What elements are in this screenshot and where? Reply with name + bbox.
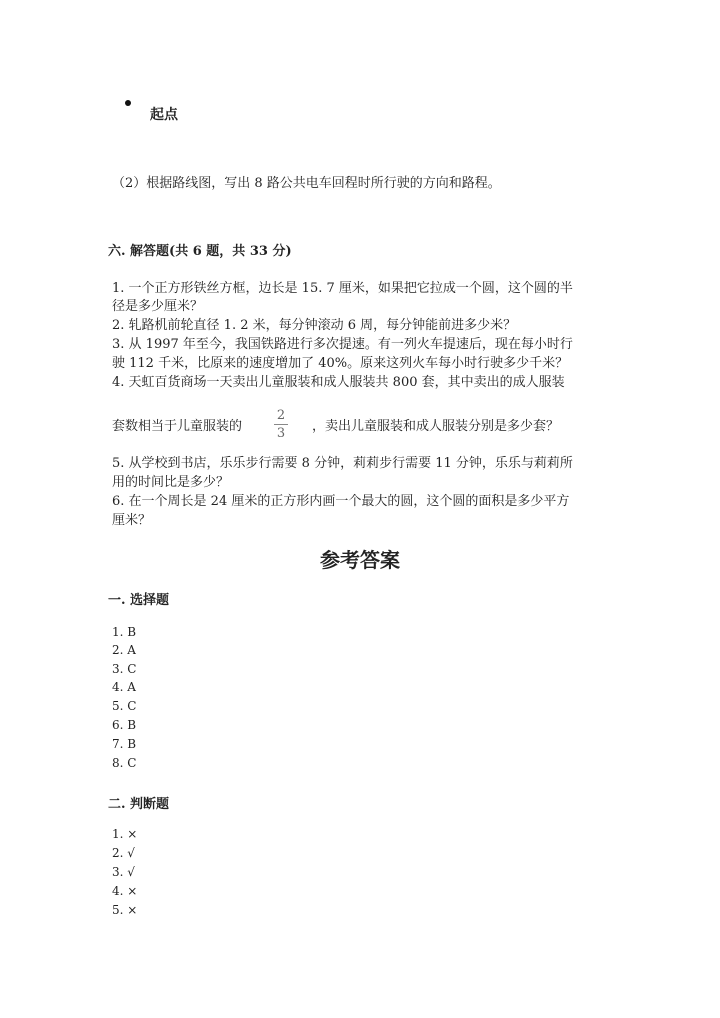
answer-item: 3. C <box>112 662 137 676</box>
answer-item: 8. C <box>112 756 137 770</box>
answer-item: 3. √ <box>112 865 135 879</box>
answer-item: 1. × <box>112 827 138 841</box>
problem-line: 厘米？ <box>112 513 152 528</box>
q4-text-after: ，卖出儿童服装和成人服装分别是多少套？ <box>312 419 560 434</box>
section-6-heading: 六. 解答题(共 6 题，共 33 分) <box>108 244 292 259</box>
answer-item: 6. B <box>112 718 137 732</box>
problem-line: 3. 从 1997 年至今，我国铁路进行多次提速。有一列火车提速后，现在每小时行 <box>112 337 573 352</box>
fraction-bar <box>274 424 288 425</box>
q4-text-before: 套数相当于儿童服装的 <box>112 419 243 434</box>
problem-line: 5. 从学校到书店，乐乐步行需要 8 分钟，莉莉步行需要 11 分钟，乐乐与莉莉所 <box>112 456 573 471</box>
fraction-two-thirds <box>274 408 288 441</box>
answer-item: 5. C <box>112 699 137 713</box>
problem-line: 2. 轧路机前轮直径 1. 2 米，每分钟滚动 6 周，每分钟能前进多少米？ <box>112 318 517 333</box>
problem-line: 4. 天虹百货商场一天卖出儿童服装和成人服装共 800 套，其中卖出的成人服装 <box>112 375 565 390</box>
answer-item: 1. B <box>112 625 137 639</box>
problem-line: 6. 在一个周长是 24 厘米的正方形内画一个最大的圆，这个圆的面积是多少平方 <box>112 494 570 509</box>
start-point-label: 起点 <box>150 107 178 123</box>
answer-key-title: 参考答案 <box>320 548 400 572</box>
problem-line: 1. 一个正方形铁丝方框，边长是 15. 7 厘米，如果把它拉成一个圆，这个圆的半 <box>112 281 573 296</box>
answer-item: 4. × <box>112 884 138 898</box>
answer-item: 2. √ <box>112 846 135 860</box>
question-2-text: （2）根据路线图，写出 8 路公共电车回程时所行驶的方向和路程。 <box>112 176 501 191</box>
answer-item: 5. × <box>112 903 138 917</box>
answer-item: 7. B <box>112 737 137 751</box>
start-point-dot <box>125 100 131 106</box>
fraction-numerator: 2 <box>276 408 286 423</box>
problem-line: 径是多少厘米？ <box>112 299 204 314</box>
fraction-denominator: 3 <box>276 426 286 441</box>
problem-line: 驶 112 千米，比原来的速度增加了 40%。原来这列火车每小时行驶多少千米？ <box>112 356 569 371</box>
answer-item: 2. A <box>112 643 136 657</box>
problem-line: 用的时间比是多少？ <box>112 475 230 490</box>
answers-section-1-heading: 一. 选择题 <box>108 593 170 608</box>
answer-item: 4. A <box>112 680 136 694</box>
answers-section-2-heading: 二. 判断题 <box>108 797 170 812</box>
